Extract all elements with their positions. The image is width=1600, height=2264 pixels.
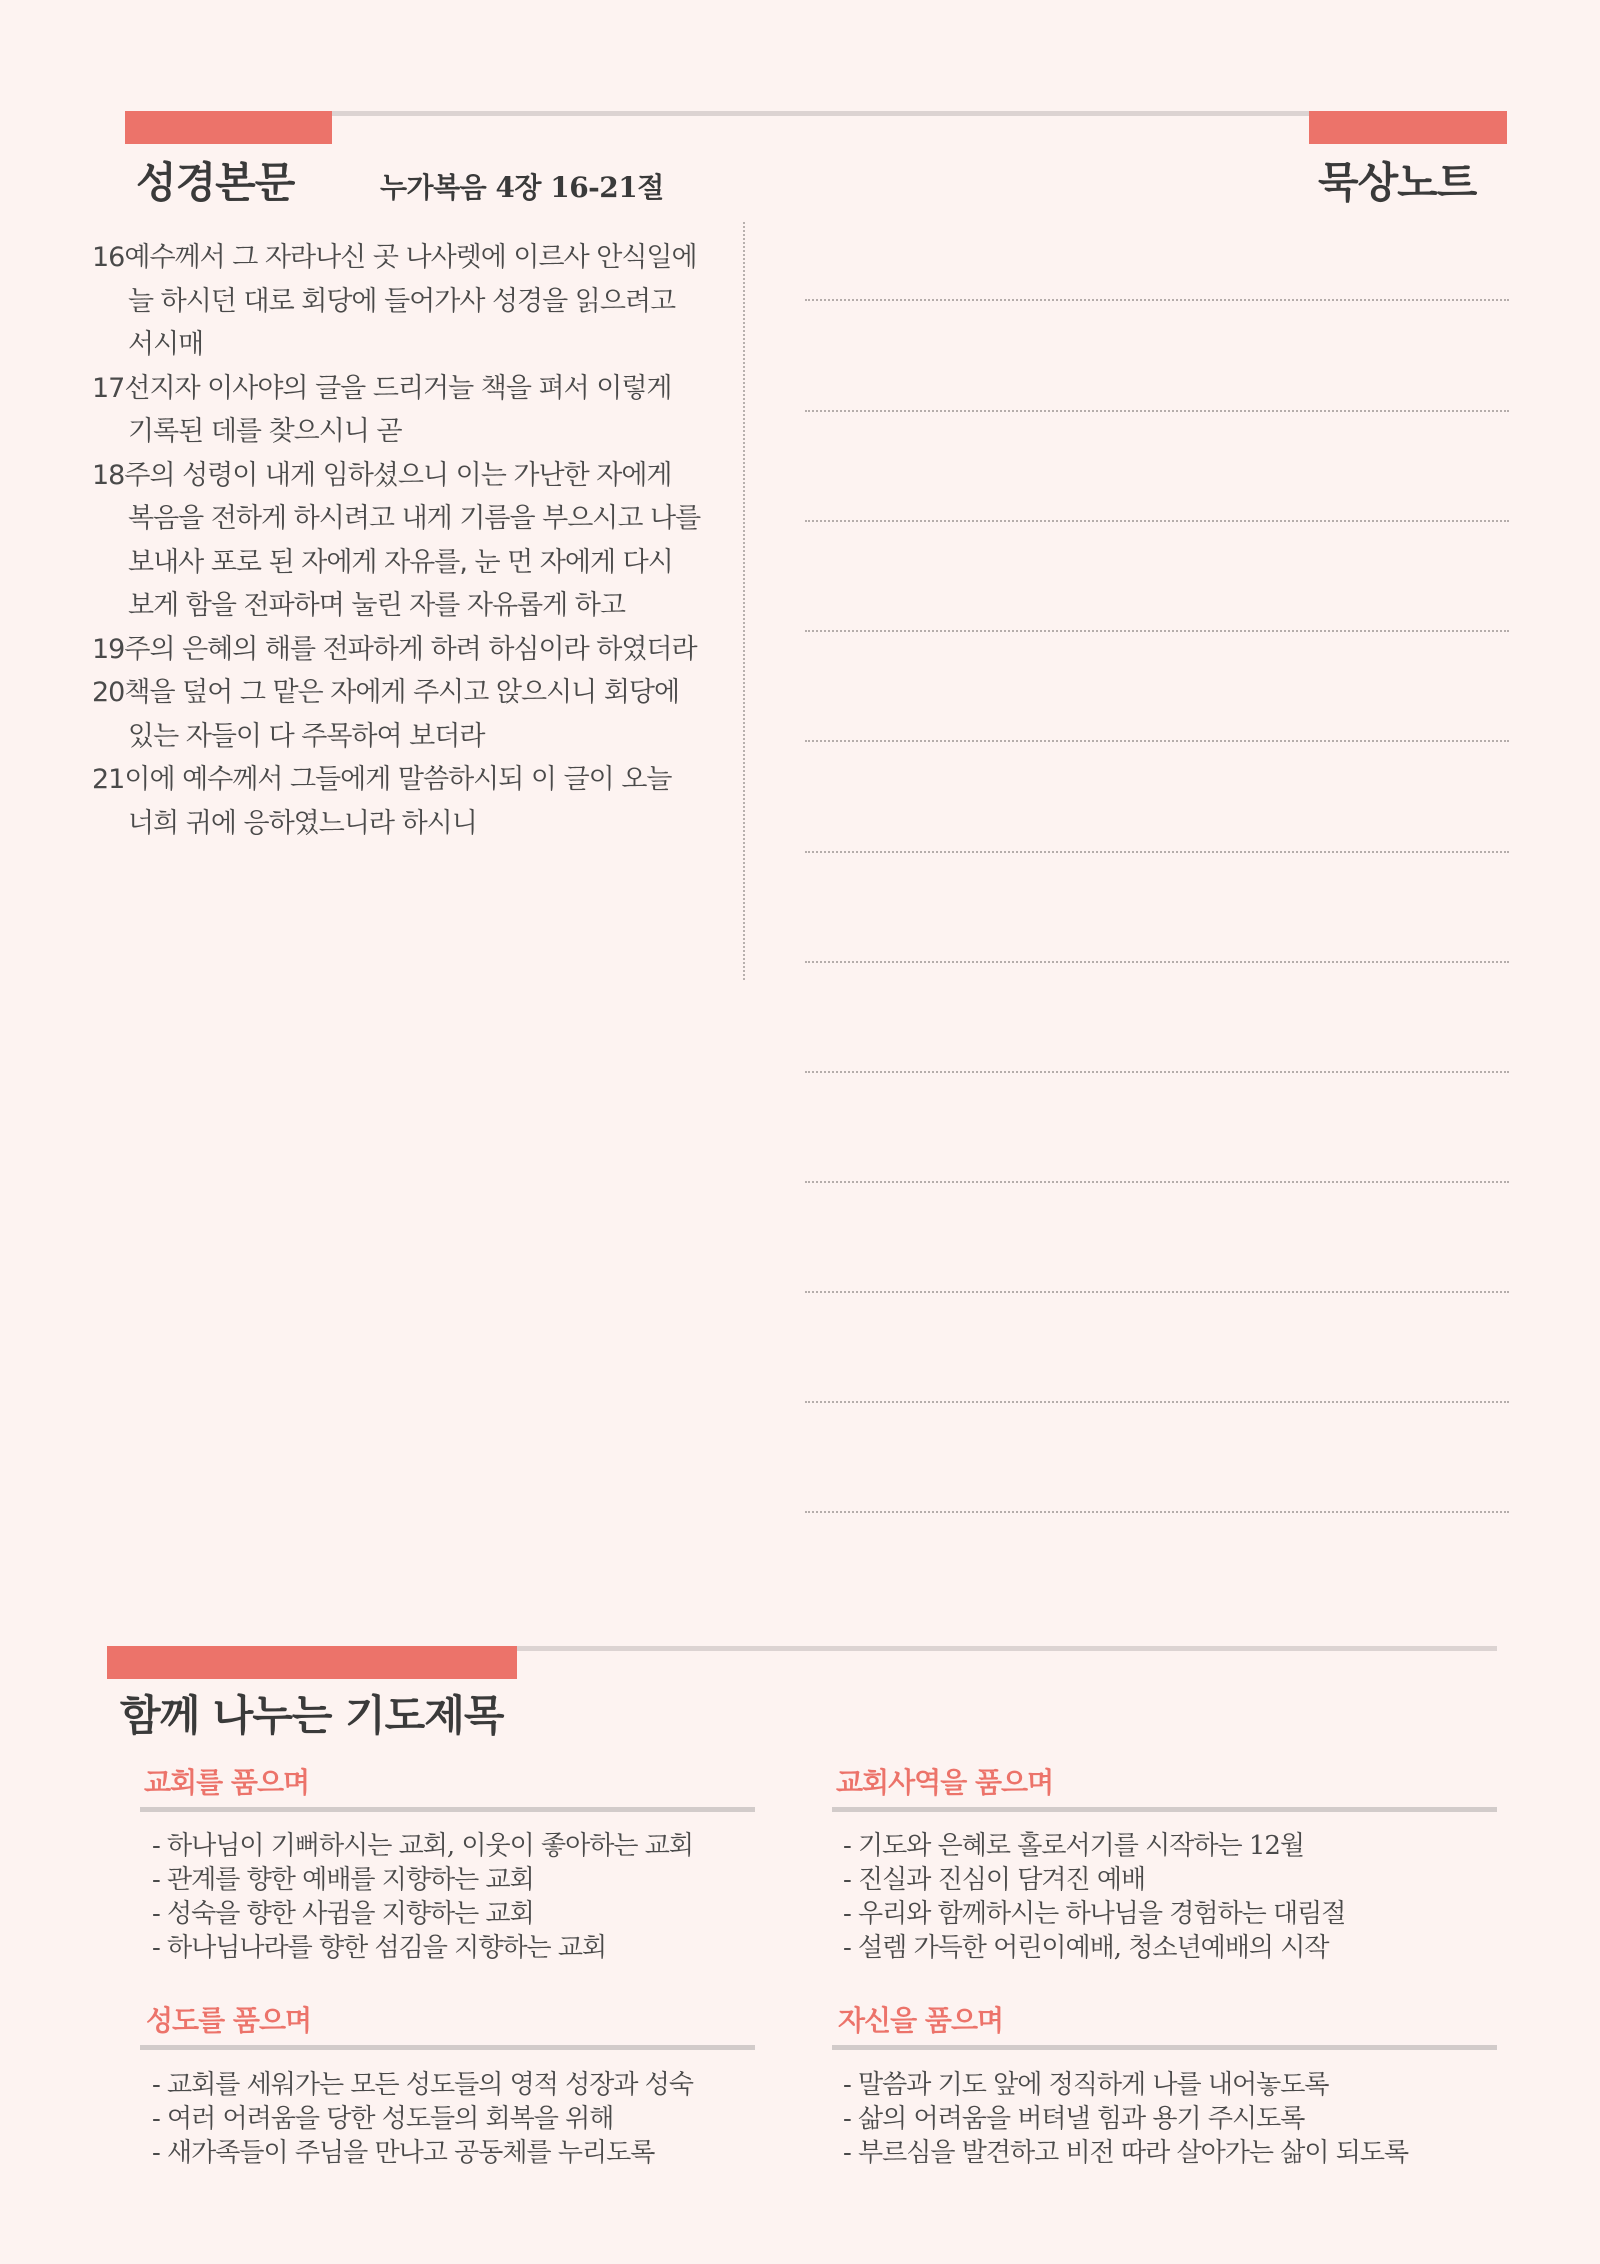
list-item: - 진실과 진심이 담겨진 예배	[843, 1865, 1146, 1895]
list-item: - 부르심을 발견하고 비전 따라 살아가는 삶이 되도록	[843, 2138, 1409, 2168]
notes-title: 묵상노트	[1318, 158, 1477, 207]
prayer-accent-bar	[107, 1646, 517, 1679]
list-item: - 교회를 세워가는 모든 성도들의 영적 성장과 성숙	[152, 2070, 693, 2100]
note-line[interactable]	[805, 299, 1509, 301]
note-line[interactable]	[805, 1071, 1509, 1073]
note-line[interactable]	[805, 1181, 1509, 1183]
note-line[interactable]	[805, 851, 1509, 853]
list-item: - 하나님나라를 향한 섬김을 지향하는 교회	[152, 1933, 607, 1963]
verse-19: 19주의 은혜의 해를 전파하게 하려 하심이라 하였더라	[92, 633, 697, 665]
church-subtitle: 교회를 품으며	[144, 1766, 310, 1799]
note-line[interactable]	[805, 1291, 1509, 1293]
note-line[interactable]	[805, 520, 1509, 522]
scripture-reference: 누가복음 4장 16-21절	[380, 171, 664, 204]
church-list	[152, 1829, 693, 1965]
verse-21: 21이에 예수께서 그들에게 말씀하시되 이 글이 오늘 너희 귀에 응하였느니라 하시니	[92, 764, 672, 839]
church-rule	[140, 1807, 755, 1812]
list-item: - 삶의 어려움을 버텨낼 힘과 용기 주시도록	[843, 2104, 1305, 2134]
list-item: - 기도와 은혜로 홀로서기를 시작하는 12월	[843, 1831, 1305, 1861]
note-line[interactable]	[805, 740, 1509, 742]
verse-17: 17선지자 이사야의 글을 드리거늘 책을 펴서 이렇게 기록된 데를 찾으시니 곧	[92, 372, 672, 447]
list-item: - 여러 어려움을 당한 성도들의 회복을 위해	[152, 2104, 614, 2134]
list-item: - 관계를 향한 예배를 지향하는 교회	[152, 1865, 534, 1895]
list-item: - 말씀과 기도 앞에 정직하게 나를 내어놓도록	[843, 2070, 1329, 2100]
note-line[interactable]	[805, 961, 1509, 963]
scripture-accent-bar	[125, 111, 332, 144]
saints-rule	[140, 2045, 755, 2050]
ministry-rule	[832, 1807, 1497, 1812]
list-item: - 성숙을 향한 사귐을 지향하는 교회	[152, 1899, 534, 1929]
verse-20: 20책을 덮어 그 맡은 자에게 주시고 앉으시니 회당에 있는 자들이 다 주목하여 보더라	[92, 677, 680, 752]
list-item: - 새가족들이 주님을 만나고 공동체를 누리도록	[152, 2138, 655, 2168]
list-item: - 하나님이 기뻐하시는 교회, 이웃이 좋아하는 교회	[152, 1831, 693, 1861]
notes-accent-bar	[1309, 111, 1507, 144]
scripture-title: 성경본문	[136, 158, 295, 207]
verse-16: 16예수께서 그 자라나신 곳 나사렛에 이르사 안식일에 늘 하시던 대로 회당에 들어가사 성경을 읽으려고 서시매	[92, 242, 697, 360]
list-item: - 설렘 가득한 어린이예배, 청소년예배의 시작	[843, 1933, 1329, 1963]
verse-18: 18주의 성령이 내게 임하셨으니 이는 가난한 자에게 복음을 전하게 하시려고 내게 기름을 부으시고 나를 보내사 포로 된 자에게 자유를, 눈 먼 자에게 다시 보게 함을 전파하며 눌린 자를 자유롭게 하고	[92, 459, 701, 621]
note-line[interactable]	[805, 630, 1509, 632]
saints-list	[152, 2068, 693, 2170]
ministry-list	[843, 1829, 1345, 1965]
ministry-subtitle: 교회사역을 품으며	[836, 1766, 1054, 1799]
column-divider	[743, 222, 745, 980]
note-line[interactable]	[805, 410, 1509, 412]
note-line[interactable]	[805, 1401, 1509, 1403]
self-rule	[832, 2045, 1497, 2050]
saints-subtitle: 성도를 품으며	[146, 2004, 312, 2037]
self-list	[843, 2068, 1408, 2170]
prayer-title: 함께 나누는 기도제목	[120, 1691, 504, 1740]
note-line[interactable]	[805, 1511, 1509, 1513]
list-item: - 우리와 함께하시는 하나님을 경험하는 대림절	[843, 1899, 1346, 1929]
self-subtitle: 자신을 품으며	[838, 2004, 1004, 2037]
scripture-text	[92, 236, 712, 845]
header-rule	[125, 111, 1507, 116]
